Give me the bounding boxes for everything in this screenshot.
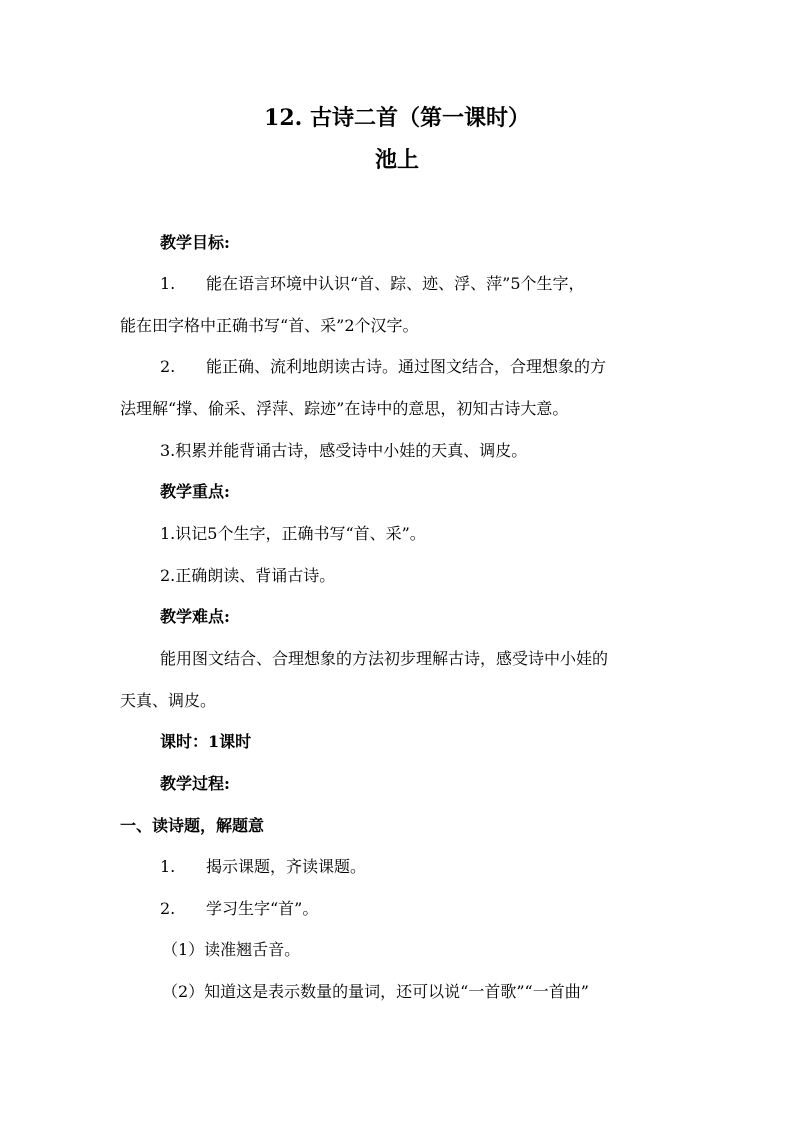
process-heading: 教学过程: — [160, 774, 230, 793]
objective-item-3: 3.积累并能背诵古诗，感受诗中小娃的天真、调皮。 — [160, 441, 528, 460]
poem-title: 池上 — [374, 147, 419, 173]
key-point-2: 2.正确朗读、背诵古诗。 — [160, 566, 336, 585]
class-hours: 课时：1课时 — [160, 732, 252, 751]
step-number: 1. — [160, 857, 176, 876]
difficulties-line-2: 天真、调皮。 — [120, 691, 217, 710]
difficulties-heading: 教学难点: — [160, 607, 230, 626]
sub-step-2: （2）知道这是表示数量的量词，还可以说“一首歌”“一首曲” — [162, 982, 589, 1001]
step-text: 学习生字“首”。 — [206, 899, 319, 918]
lesson-title: 12. 古诗二首（第一课时） — [264, 105, 530, 131]
objectives-heading: 教学目标: — [160, 233, 230, 252]
section-one-heading: 一、读诗题，解题意 — [120, 816, 265, 835]
objective-number: 2. — [160, 357, 176, 376]
objective-number: 1. — [160, 274, 176, 293]
step-number: 2. — [160, 899, 176, 918]
difficulties-line-1: 能用图文结合、合理想象的方法初步理解古诗，感受诗中小娃的 — [160, 649, 609, 668]
sub-step-1: （1）读准翘舌音。 — [162, 940, 301, 959]
step-1 — [160, 856, 366, 878]
step-text: 揭示课题，齐读课题。 — [206, 857, 367, 876]
objective-item-2-line-1 — [160, 356, 606, 378]
objective-item-1-line-2: 能在田字格中正确书写“首、采”2个汉字。 — [120, 316, 419, 335]
key-points-heading: 教学重点: — [160, 482, 230, 501]
objective-text: 能正确、流利地朗读古诗。通过图文结合，合理想象的方 — [206, 357, 607, 376]
key-point-1: 1.识记5个生字，正确书写“首、采”。 — [160, 524, 426, 543]
step-2 — [160, 898, 318, 920]
objective-item-2-line-2: 法理解“撑、偷采、浮萍、踪迹”在诗中的意思，初知古诗大意。 — [120, 399, 569, 418]
objective-text: 能在语言环境中认识“首、踪、迹、浮、萍”5个生字， — [206, 274, 585, 293]
objective-item-1-line-1 — [160, 273, 585, 295]
